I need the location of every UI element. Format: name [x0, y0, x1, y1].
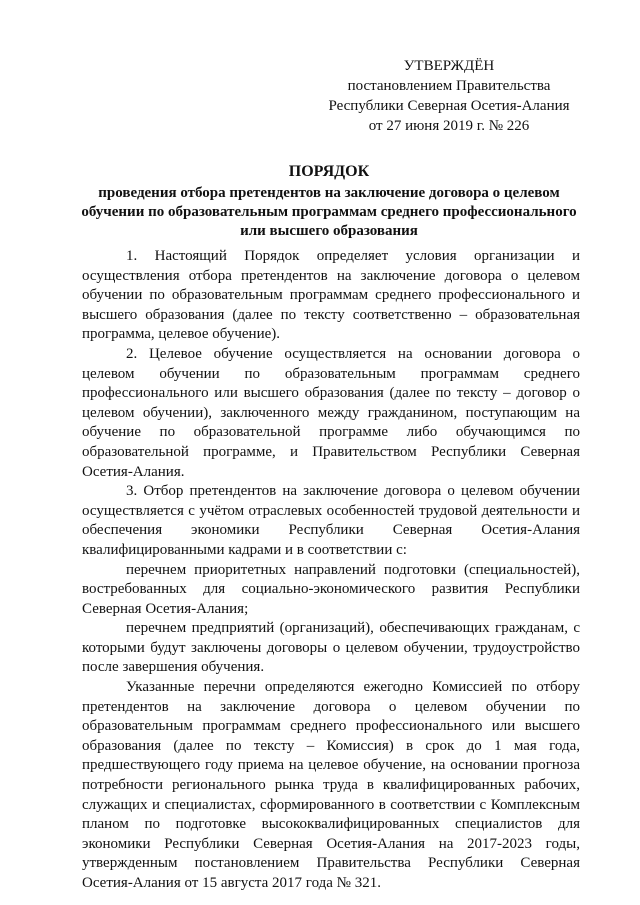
document-title [80, 162, 578, 241]
paragraph-list-item-1: перечнем приоритетных направлений подготовки (специальностей), востребованных для социально-экономического развития Республики Северная Осетия-Алания; [82, 561, 580, 617]
paragraph-list-item-2: перечнем предприятий (организаций), обеспечивающих гражданам, с которыми будут заключены договоры о целевом обучении, трудоустройство после завершения обучения. [82, 620, 580, 676]
approval-government: Республики Северная Осетия-Алания [328, 98, 570, 114]
paragraph-2: 2. Целевое обучение осуществляется на основании договора о целевом обучении по образовательным программам среднего профессионального или высшего образования (далее по тексту – договор о целевом обучении), заключенного между гражданином, поступающим на обучение по образовательной программе либо обучающимся по образовательной программе, и Правительством Республики Северная Осетия-Алания. [82, 345, 580, 480]
approval-title: УТВЕРЖДЁН [403, 58, 495, 74]
document-body [82, 247, 580, 894]
approval-stamp [320, 56, 578, 136]
document-title-subtitle: проведения отбора претендентов на заключение договора о целевом обучении по образовательным программам среднего профессионального или высшего образования [81, 185, 577, 239]
approval-date: от 27 июня 2019 г. № 226 [368, 118, 530, 134]
paragraph-3: 3. Отбор претендентов на заключение договора о целевом обучении осуществляется с учётом отраслевых особенностей трудовой деятельности и обеспечения экономики Республики Северная Осетия-Алания квалифицированными кадрами и в соответствии с: [82, 483, 580, 558]
document-title-main: ПОРЯДОК [288, 163, 370, 180]
paragraph-1: 1. Настоящий Порядок определяет условия организации и осуществления отбора претендентов на заключение договора о целевом обучении по образовательным программам среднего профессионального и высшего образования (далее по тексту соответственно – образовательная программа, целевое обучение). [82, 248, 580, 343]
approval-by: постановлением Правительства [347, 78, 551, 94]
paragraph-4: Указанные перечни определяются ежегодно Комиссией по отбору претендентов на заключение договора о целевом обучении по образовательным программам среднего профессионального или высшего образования (далее по тексту – Комиссия) в срок до 1 мая года, предшествующего году приема на целевое обучение, на основании прогноза потребности регионального рынка труда в квалифицированных рабочих, служащих и специалистах, сформированного в соответствии с Комплексным планом по подготовке высококвалифицированных специалистов для экономики Республики Северная Осетия-Алания на 2017-2023 годы, утвержденным постановлением Правительства Республики Северная Осетия-Алания от 15 августа 2017 года № 321. [82, 679, 580, 891]
